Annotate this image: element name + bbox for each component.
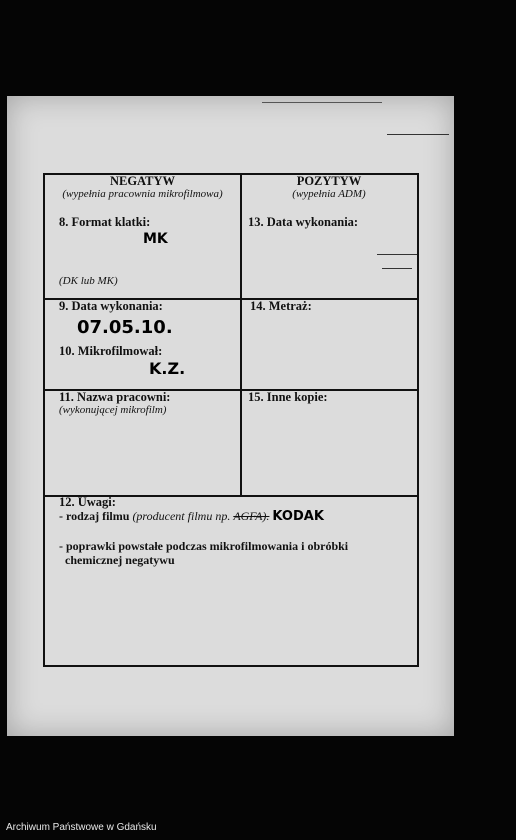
- corrections-line-1: - poprawki powstałe podczas mikrofilmowania i obróbki: [59, 539, 349, 553]
- positive-title: POZYTYW: [296, 174, 362, 188]
- filmed-by-value: K.Z.: [149, 359, 186, 378]
- scan-mark: [387, 134, 449, 135]
- film-type-prefix: - rodzaj filmu: [59, 509, 130, 523]
- frame-format-hint: (DK lub MK): [59, 275, 118, 287]
- form-sheet: [7, 96, 454, 736]
- frame-format-label: 8. Format klatki:: [59, 215, 151, 229]
- microfilm-form: [43, 173, 419, 667]
- lab-name-hint: (wykonującej mikrofilm): [59, 404, 167, 416]
- scan-mark: [262, 102, 382, 103]
- frame-format-value: MK: [143, 231, 168, 247]
- film-type-value: KODAK: [272, 509, 324, 524]
- corrections-line-2: chemicznej negatywu: [65, 553, 175, 567]
- column-divider: [240, 175, 242, 496]
- film-type-hint: (producent filmu np.: [132, 509, 231, 523]
- filmed-by-label: 10. Mikrofilmował:: [59, 344, 163, 358]
- film-type-line: [59, 509, 324, 524]
- positive-subtitle: (wypełnia ADM): [292, 188, 366, 200]
- negative-title: NEGATYW: [109, 174, 176, 188]
- length-label: 14. Metraż:: [250, 299, 312, 313]
- positive-date-label: 13. Data wykonania:: [248, 215, 359, 229]
- negative-date-value: 07.05.10.: [77, 317, 173, 338]
- negative-date-label: 9. Data wykonania:: [59, 299, 163, 313]
- lab-name-label: 11. Nazwa pracowni:: [59, 390, 171, 404]
- film-type-example: AGFA).: [233, 509, 270, 523]
- other-copies-label: 15. Inne kopie:: [248, 390, 328, 404]
- archive-footer: Archiwum Państwowe w Gdańsku: [6, 822, 157, 833]
- negative-subtitle: (wypełnia pracownia mikrofilmowa): [62, 188, 223, 200]
- notes-label: 12. Uwagi:: [59, 495, 116, 509]
